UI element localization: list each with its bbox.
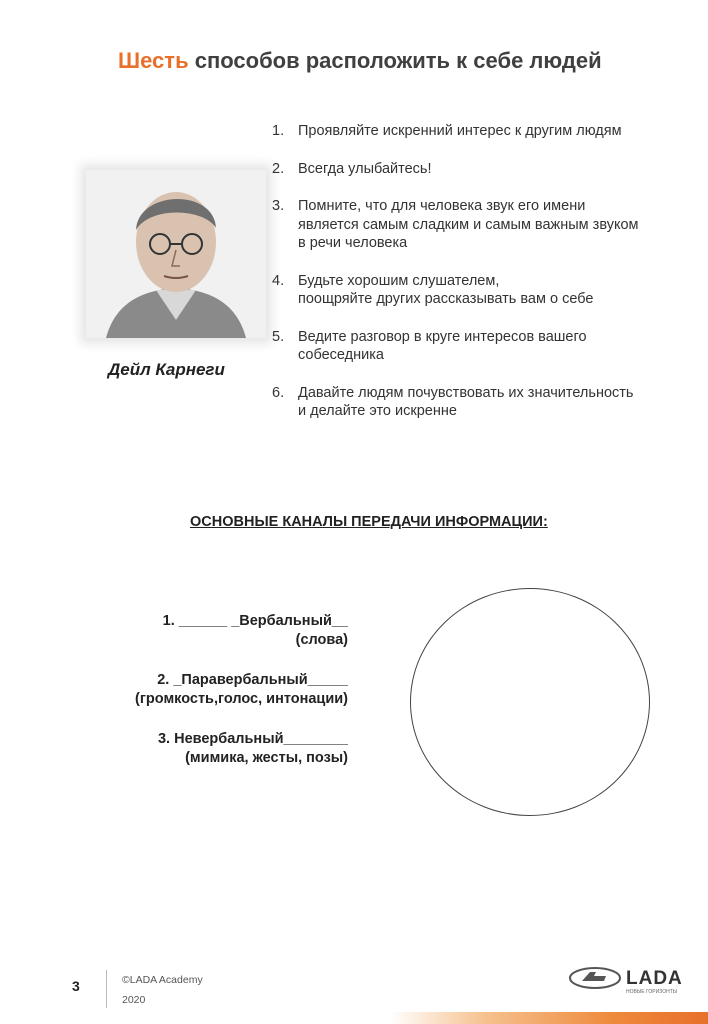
title-rest: способов расположить к себе людей (194, 48, 602, 73)
channel-item (80, 671, 348, 709)
rule-number: 4. (272, 272, 285, 289)
rule-text: и делайте это искренне (298, 403, 457, 419)
rule-number: 6. (272, 384, 285, 401)
year-text: 2020 (122, 994, 146, 1006)
channel-detail: (громкость,голос, интонации) (135, 691, 348, 707)
rule-text: Помните, что для человека звук его имени (298, 198, 586, 214)
portrait-image (86, 170, 266, 338)
portrait-sketch (86, 170, 266, 338)
channel-label: 1. ______ _Вербальный__ (162, 613, 348, 629)
rule-item (272, 197, 692, 253)
channels-heading: ОСНОВНЫЕ КАНАЛЫ ПЕРЕДАЧИ ИНФОРМАЦИИ: (190, 514, 548, 530)
channel-label: 3. Невербальный________ (157, 731, 348, 747)
rule-text: является самым сладким и самым важным звуком (298, 216, 639, 233)
rule-number: 3. (272, 198, 285, 214)
page-title (118, 48, 602, 74)
channel-detail: (слова) (295, 632, 348, 648)
rule-number: 2. (272, 160, 285, 177)
rule-text: в речи человека (298, 235, 408, 251)
rules-list (272, 122, 692, 440)
rule-text: Ведите разговор в круге интересов вашего (298, 328, 587, 345)
brand-tagline: НОВЫЕ ГОРИЗОНТЫ (626, 989, 678, 995)
channel-item (80, 730, 348, 768)
rule-number: 5. (272, 328, 285, 345)
rule-item (272, 328, 692, 365)
rule-item (272, 160, 692, 179)
rule-text: поощряйте других рассказывать вам о себе (298, 291, 594, 307)
title-accent: Шесть (118, 48, 189, 73)
channel-item (80, 612, 348, 650)
rule-item (272, 384, 692, 421)
footer-divider (106, 970, 107, 1008)
rule-text: собеседника (298, 347, 384, 363)
page-number: 3 (72, 978, 80, 994)
brand-logo-text: LADA (626, 968, 683, 989)
rule-text: Проявляйте искренний интерес к другим людям (298, 123, 622, 139)
rule-number: 1. (272, 123, 285, 139)
rule-text: Давайте людям почувствовать их значительность (298, 384, 634, 401)
channel-label: 2. _Паравербальный_____ (157, 672, 348, 688)
lada-boat-icon (568, 966, 622, 990)
channel-detail: (мимика, жесты, позы) (185, 750, 348, 766)
rule-text: Всегда улыбайтесь! (298, 160, 432, 177)
footer-accent-stripe (390, 1012, 708, 1024)
rule-item (272, 272, 692, 309)
copyright-text: ©LADA Academy (122, 974, 203, 986)
portrait-caption: Дейл Карнеги (108, 360, 225, 379)
channels-list (80, 612, 348, 789)
rule-item (272, 122, 692, 141)
rule-text: Будьте хорошим слушателем, (298, 272, 500, 289)
empty-circle-shape (410, 588, 650, 816)
